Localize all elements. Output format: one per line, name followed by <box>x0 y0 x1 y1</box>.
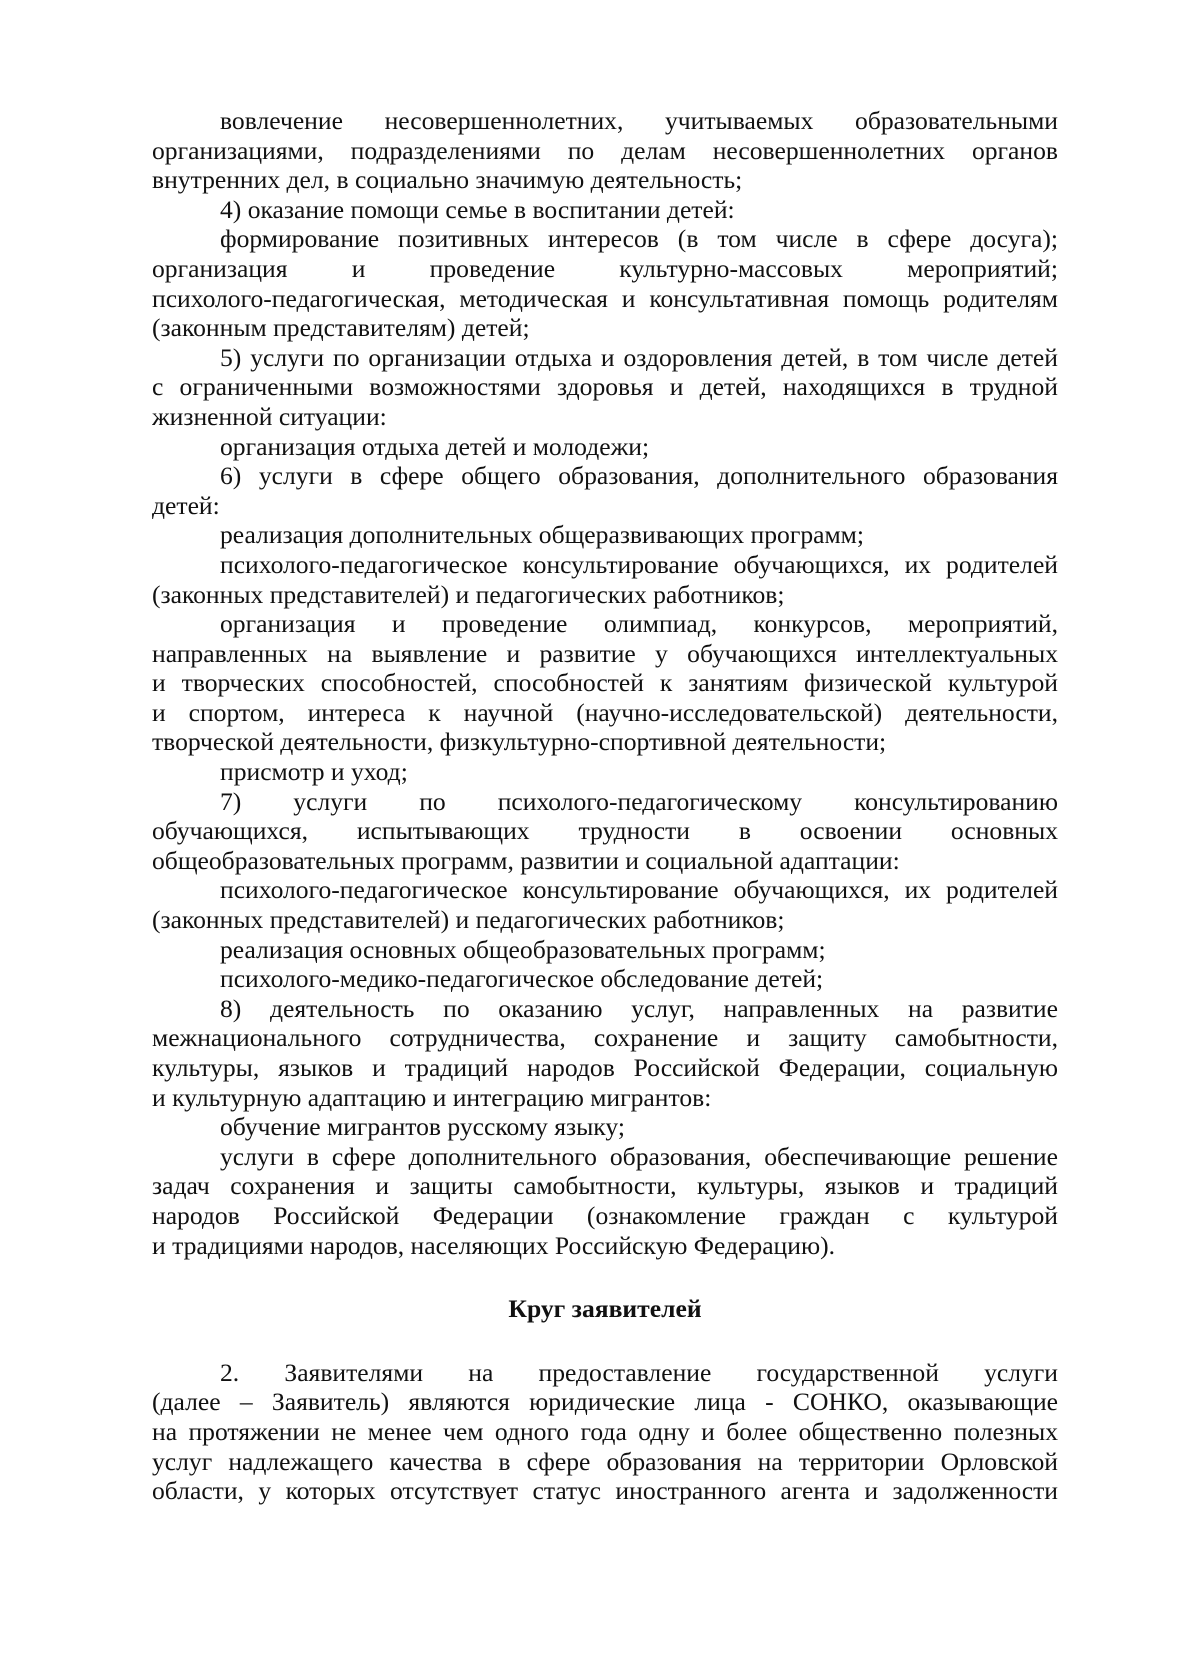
spacer <box>152 1324 1058 1358</box>
text-line: общеобразовательных программ, развитии и социальной адаптации: <box>152 845 900 875</box>
text-line: жизненной ситуации: <box>152 401 387 431</box>
text-line: и культурную адаптацию и интеграцию мигрантов: <box>152 1082 712 1112</box>
text-line: (законных представителей) и педагогических работников; <box>152 905 785 935</box>
text-line: творческой деятельности, физкультурно-спортивной деятельности; <box>152 727 887 757</box>
text-line: обучение мигрантов русскому языку; <box>220 1112 625 1142</box>
text-line: (далее – Заявитель) являются юридические лица - СОНКО, оказывающие <box>152 1387 1058 1417</box>
text-line: и традициями народов, населяющих Российскую Федерацию). <box>152 1230 835 1260</box>
text-line: 4) оказание помощи семье в воспитании детей: <box>220 194 735 224</box>
text-line: организация отдыха детей и молодежи; <box>220 431 650 461</box>
text-line: народов Российской Федерации (ознакомление граждан с культурой <box>152 1200 1058 1230</box>
text-line: и творческих способностей, способностей к занятиям физической культурой <box>152 668 1058 698</box>
text-line: организация и проведение культурно-массовых мероприятий; <box>152 253 1058 283</box>
text-line: услуги в сфере дополнительного образования, обеспечивающие решение <box>220 1141 1058 1171</box>
text-line: 7) услуги по психолого-педагогическому консультированию <box>220 786 1058 816</box>
text-line: направленных на выявление и развитие у обучающихся интеллектуальных <box>152 638 1058 668</box>
text-line: (законных представителей) и педагогических работников; <box>152 579 785 609</box>
text-line: психолого-педагогическое консультирование обучающихся, их родителей <box>220 549 1058 579</box>
text-line: организация и проведение олимпиад, конкурсов, мероприятий, <box>220 609 1058 639</box>
text-line: культуры, языков и традиций народов Российской Федерации, социальную <box>152 1053 1058 1082</box>
text-line: внутренних дел, в социально значимую деятельность; <box>152 165 743 195</box>
text-line: 6) услуги в сфере общего образования, дополнительного образования <box>220 461 1058 491</box>
text-line: обучающихся, испытывающих трудности в освоении основных <box>152 816 1058 846</box>
text-line: психолого-педагогическое консультирование обучающихся, их родителей <box>220 875 1058 905</box>
text-line: вовлечение несовершеннолетних, учитываемых образовательными <box>220 106 1058 135</box>
section-heading: Круг заявителей <box>508 1294 702 1324</box>
spacer <box>152 1260 1058 1294</box>
text-line: услуг надлежащего качества в сфере образования на территории Орловской <box>152 1446 1058 1476</box>
text-line: на протяжении не менее чем одного года одну и более общественно полезных <box>152 1416 1058 1446</box>
text-line: и спортом, интереса к научной (научно-исследовательской) деятельности, <box>152 697 1058 727</box>
text-line: с ограниченными возможностями здоровья и детей, находящихся в трудной <box>152 372 1058 402</box>
text-line: 8) деятельность по оказанию услуг, направленных на развитие <box>220 993 1058 1023</box>
text-line: психолого-медико-педагогическое обследование детей; <box>220 964 824 994</box>
text-line: организациями, подразделениями по делам несовершеннолетних органов <box>152 135 1058 165</box>
text-line: реализация основных общеобразовательных программ; <box>220 934 826 964</box>
text-line: реализация дополнительных общеразвивающих программ; <box>220 520 864 550</box>
text-line: задач сохранения и защиты самобытности, культуры, языков и традиций <box>152 1171 1058 1201</box>
text-line: межнационального сотрудничества, сохранение и защиту самобытности, <box>152 1023 1058 1053</box>
document-body <box>152 106 1058 1506</box>
text-line: психолого-педагогическая, методическая и консультативная помощь родителям <box>152 283 1058 313</box>
text-line: присмотр и уход; <box>220 757 408 787</box>
text-line: области, у которых отсутствует статус иностранного агента и задолженности <box>152 1476 1058 1506</box>
text-line: 5) услуги по организации отдыха и оздоровления детей, в том числе детей <box>220 342 1058 372</box>
text-line: (законным представителям) детей; <box>152 313 530 343</box>
text-line: 2. Заявителями на предоставление государственной услуги <box>220 1357 1058 1387</box>
text-line: формирование позитивных интересов (в том числе в сфере досуга); <box>220 224 1058 254</box>
text-line: детей: <box>152 490 220 520</box>
